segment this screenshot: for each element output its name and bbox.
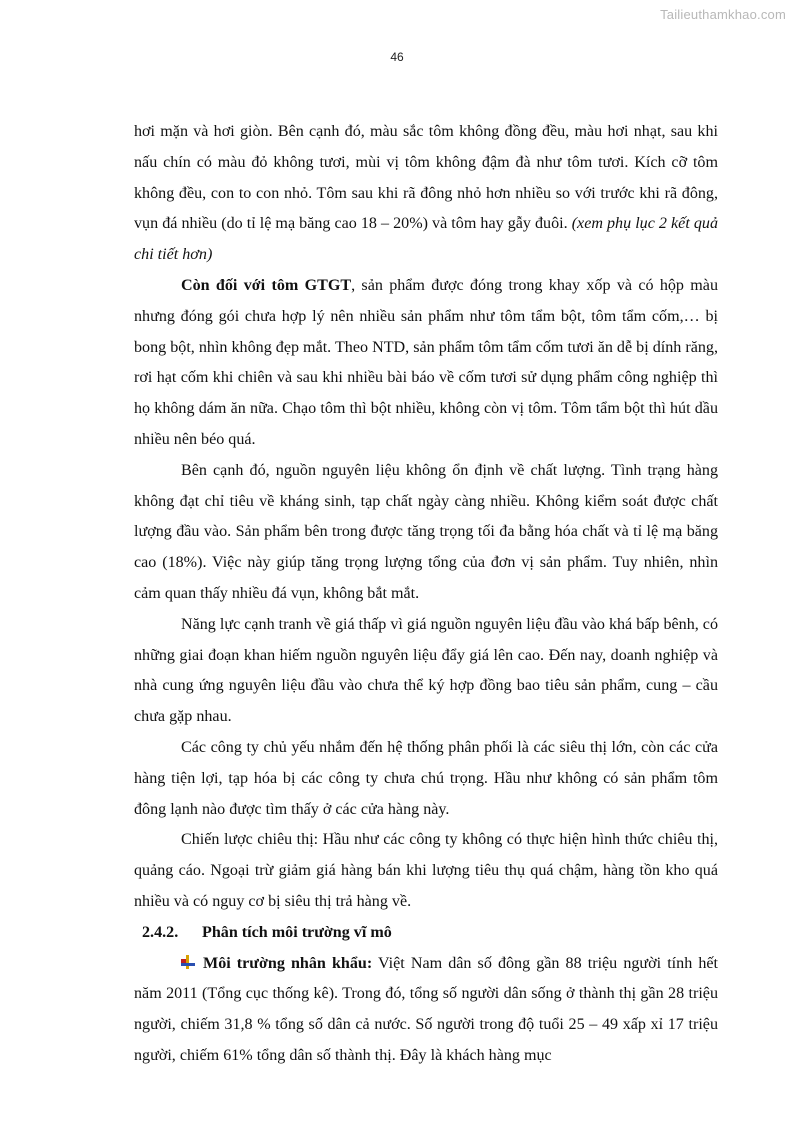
paragraph-1-text: hơi mặn và hơi giòn. Bên cạnh đó, màu sắc tôm không đồng đều, màu hơi nhạt, sau khi nấu chín có màu đỏ không tươi, mùi vị tôm không đậm đà như tôm tươi. Kích cỡ tôm không đều, con to con nhỏ. Tôm sau khi rã đông nhỏ hơn nhiều so với trước khi rã đông, vụn đá nhiều (do tỉ lệ mạ băng cao 18 – 20%) và tôm hay gẫy đuôi. [134, 123, 718, 233]
paragraph-4: Năng lực cạnh tranh về giá thấp vì giá nguồn nguyên liệu đầu vào khá bấp bênh, có những giai đoạn khan hiếm nguồn nguyên liệu đẩy giá lên cao. Đến nay, doanh nghiệp và nhà cung ứng nguyên liệu đầu vào chưa thể ký hợp đồng bao tiêu sản phẩm, cung – cầu chưa gặp nhau. [134, 615, 718, 726]
watermark: Tailieuthamkhao.com [660, 7, 786, 22]
paragraph-2 [134, 271, 718, 456]
appendix-note: (xem phụ lục 2 kết quả chi tiết hơn) [134, 215, 718, 264]
section-title: Phân tích môi trường vĩ mô [202, 923, 392, 941]
demographic-lead: Môi trường nhân khẩu: [203, 954, 373, 972]
page-number: 46 [390, 50, 404, 64]
paragraph-5: Các công ty chủ yếu nhắm đến hệ thống phân phối là các siêu thị lớn, còn các cửa hàng tiện lợi, tạp hóa bị các công ty chưa chú trọng. Hầu như không có sản phẩm tôm đông lạnh nào được tìm thấy ở các cửa hàng này. [134, 738, 718, 818]
gtgt-lead: Còn đối với tôm GTGT [181, 276, 352, 294]
paragraph-1 [134, 117, 718, 271]
paragraph-7 [134, 949, 718, 1072]
paragraph-7-text: Việt Nam dân số đông gần 88 triệu người tính hết năm 2011 (Tổng cục thống kê). Trong đó, tổng số người dân sống ở thành thị gần 28 triệu người, chiếm 31,8 % tổng số dân cả nước. Số người trong độ tuổi 25 – 49 xấp xỉ 17 triệu người, chiếm 61% tổng dân số thành thị. Đây là khách hàng mục [134, 954, 719, 1064]
section-heading [134, 918, 718, 949]
paragraph-6: Chiến lược chiêu thị: Hầu như các công ty không có thực hiện hình thức chiêu thị, quảng cáo. Ngoại trừ giảm giá hàng bán khi lượng tiêu thụ quá chậm, hàng tồn kho quá nhiều và có nguy cơ bị siêu thị trả hàng về. [134, 831, 718, 910]
document-body [134, 117, 718, 1072]
paragraph-2-text: , sản phẩm được đóng trong khay xốp và có hộp màu nhưng đóng gói chưa hợp lý nên nhiều sản phẩm như tôm tẩm bột, tôm tẩm cốm,… bị bong bột, nhìn không đẹp mắt. Theo NTD, sản phẩm tôm tẩm cốm tươi ăn dễ bị dính răng, rơi hạt cốm khi chiên và sau khi nhiều bài báo về cốm tươi sử dụng phẩm công nghiệp thì họ không dám ăn nữa. Chạo tôm thì bột nhiều, không còn vị tôm. Tôm tẩm bột thì hút dầu nhiều nên béo quá. [134, 276, 718, 448]
paragraph-3: Bên cạnh đó, nguồn nguyên liệu không ổn định về chất lượng. Tình trạng hàng không đạt chỉ tiêu về kháng sinh, tạp chất ngày càng nhiều. Không kiểm soát được chất lượng đầu vào. Sản phẩm bên trong được tăng trọng tối đa bằng hóa chất và tỉ lệ mạ băng cao (18%). Việc này giúp tăng trọng lượng tổng của đơn vị sản phẩm. Tuy nhiên, nhìn cảm quan thấy nhiều đá vụn, không bắt mắt. [134, 461, 718, 602]
bullet-icon [181, 955, 195, 969]
section-number: 2.4.2. [142, 923, 179, 941]
